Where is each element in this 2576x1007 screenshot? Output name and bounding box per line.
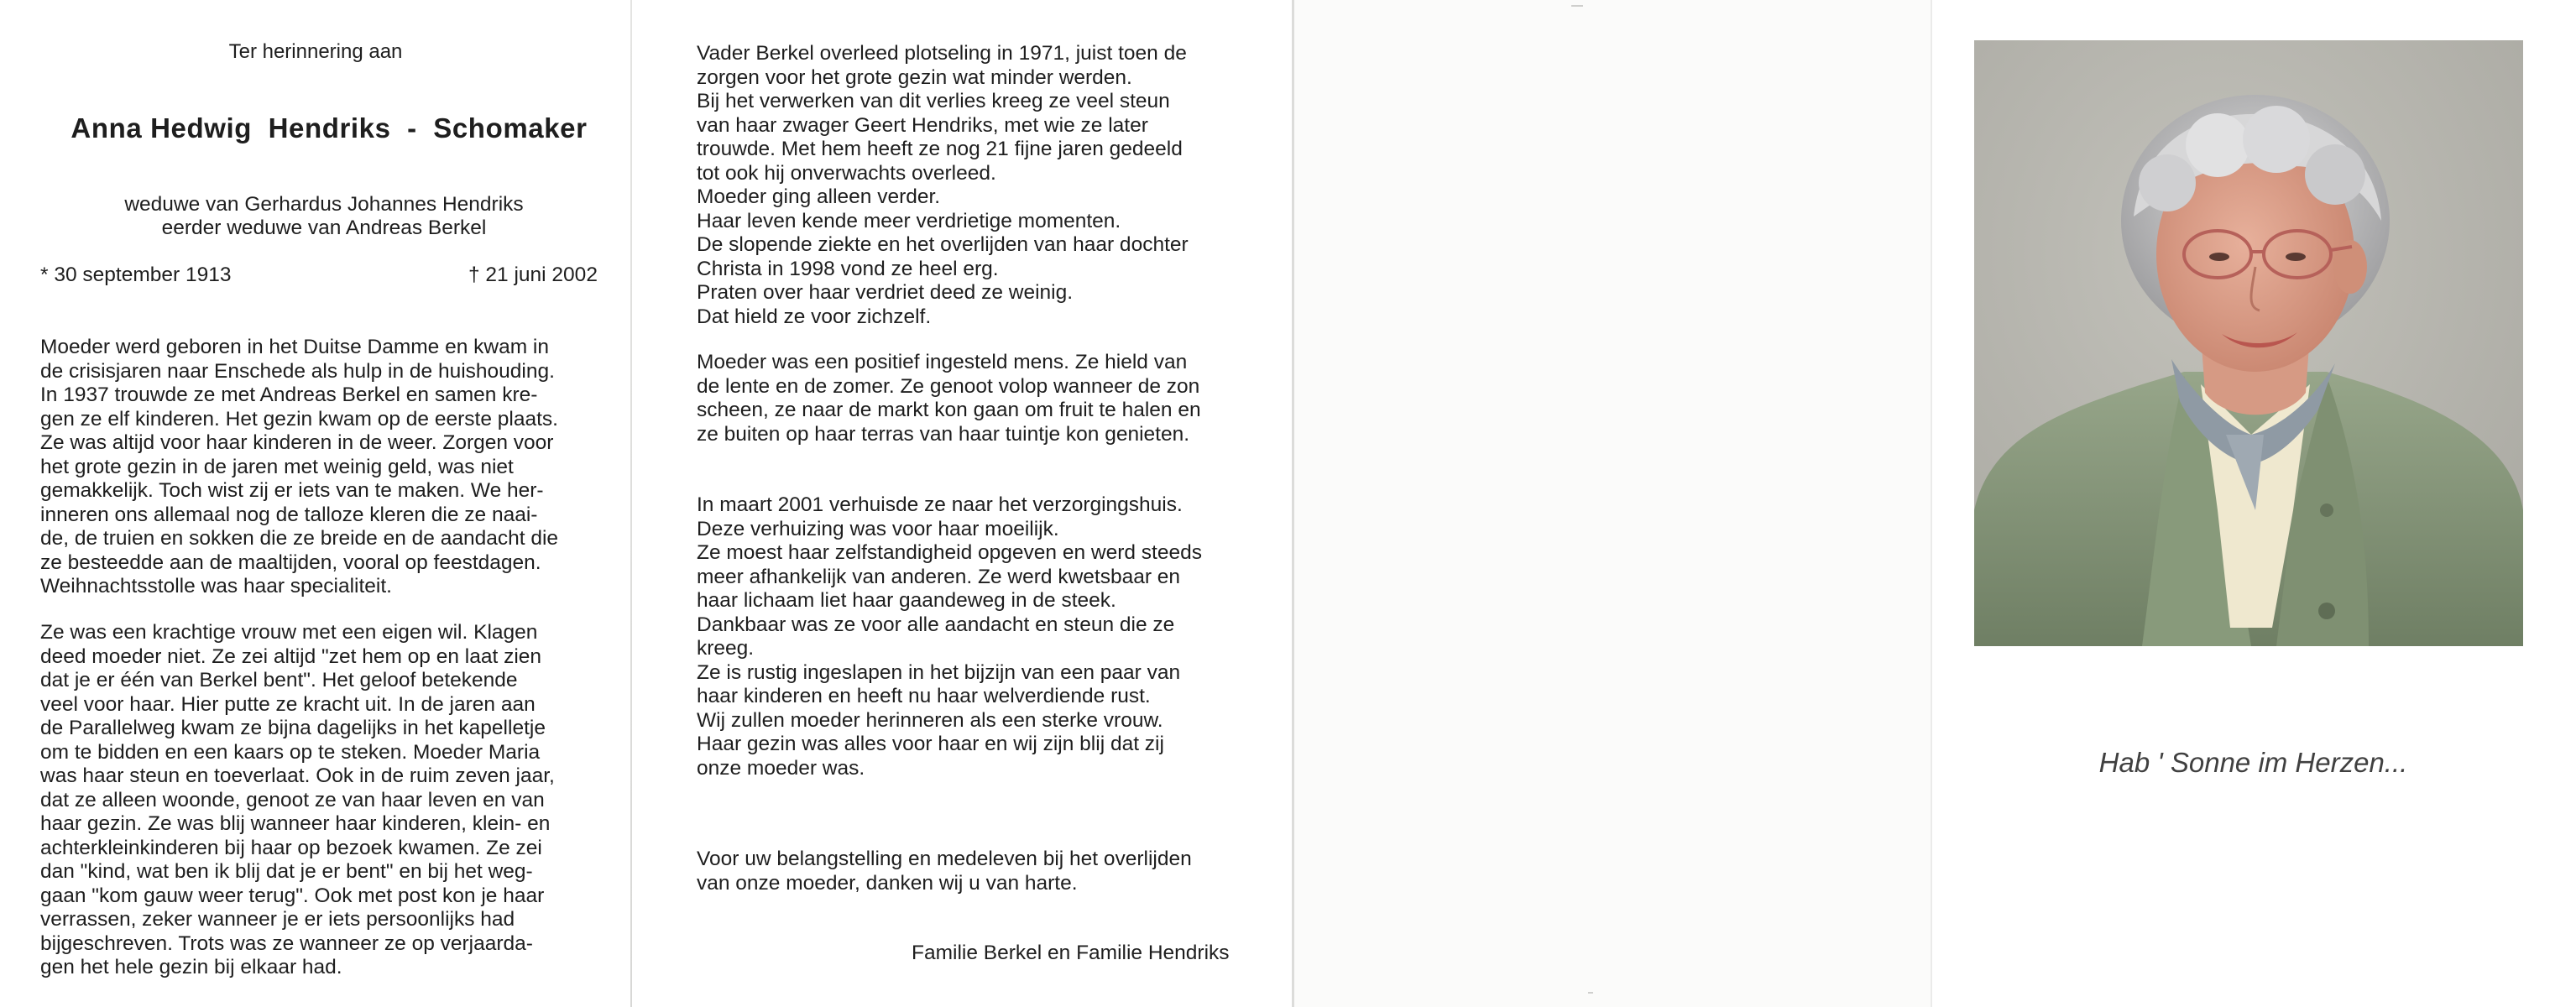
text-line: ze besteedde aan de maaltijden, vooral op feestdagen. [40, 550, 541, 574]
text-line: Moeder ging alleen verder. [697, 185, 941, 208]
text-line: dat ze alleen woonde, genoot ze van haar leven en van [40, 788, 545, 811]
text-line: Ze moest haar zelfstandigheid opgeven en werd steeds [697, 541, 1202, 564]
text-line: dat je er één van Berkel bent". Het geloof betekende [40, 669, 518, 691]
widow-line: eerder weduwe van Andreas Berkel [161, 217, 487, 239]
text-line: scheen, ze naar de markt kon gaan om fruit te halen en [697, 399, 1201, 421]
text-line: dan "kind, wat ben ik blij dat je er bent" en bij het weg- [40, 860, 533, 883]
scan-mark [1588, 992, 1593, 994]
biography-paragraph [40, 336, 604, 599]
family-signature: Familie Berkel en Familie Hendriks [912, 942, 1230, 964]
text-line: haar lichaam liet haar gaandeweg in de steek. [697, 589, 1116, 612]
biography-paragraph [40, 621, 604, 980]
text-line: gen ze elf kinderen. Het gezin kwam op de eerste plaats. [40, 407, 558, 430]
text-line: van onze moeder, danken wij u van harte. [697, 871, 1078, 895]
text-line: haar gezin. Ze was blij wanneer haar kinderen, klein- en [40, 812, 551, 835]
portrait-photo [1974, 40, 2523, 646]
text-line: ze buiten op haar terras van haar tuintje kon genieten. [697, 422, 1190, 446]
text-line: Bij het verwerken van dit verlies kreeg ze veel steun [697, 90, 1170, 112]
in-memory-heading: Ter herinnering aan [228, 40, 403, 63]
text-line: de crisisjaren naar Enschede als hulp in de huishouding. [40, 359, 555, 383]
fold-line [1292, 0, 1294, 1007]
biography-paragraph [697, 493, 1254, 780]
text-line: achterkleinkinderen bij haar op bezoek kwamen. Ze zei [40, 836, 542, 859]
text-line: gaan "kom gauw weer terug". Ook met post kon je haar [40, 884, 545, 907]
text-line: trouwde. Met hem heeft ze nog 21 fijne jaren gedeeld [697, 138, 1183, 160]
text-line: de, de truien en sokken die ze breide en de aandacht die [40, 527, 559, 550]
text-line: haar kinderen en heeft nu haar welverdiende rust. [697, 685, 1151, 707]
text-line: kreeg. [697, 637, 755, 660]
thanks-paragraph [697, 848, 1254, 895]
text-line: was haar steun en toeverlaat. Ook in de ruim zeven jaar, [40, 764, 555, 787]
text-line: Dankbaar was ze voor alle aandacht en steun die ze [697, 613, 1175, 636]
text-line: Dat hield ze voor zichzelf. [697, 305, 932, 328]
text-line: verrassen, zeker wanneer je er iets persoonlijks had [40, 908, 515, 931]
text-line: gemakkelijk. Toch wist zij er iets van te maken. We her- [40, 479, 544, 502]
text-line: gen het hele gezin bij elkaar had. [40, 956, 342, 978]
text-line: om te bidden en een kaars op te steken. Moeder Maria [40, 740, 541, 764]
text-line: inneren ons allemaal nog de talloze kleren die ze naai- [40, 503, 538, 526]
text-line: van haar zwager Geert Hendriks, met wie ze later [697, 113, 1148, 137]
text-line: Wij zullen moeder herinneren als een sterke vrouw. [697, 708, 1163, 732]
text-line: veel voor haar. Hier putte ze kracht uit. In de jaren aan [40, 692, 536, 716]
text-line: Ze was een krachtige vrouw met een eigen wil. Klagen [40, 621, 538, 644]
deceased-name: Anna Hedwig Hendriks - Schomaker [71, 112, 588, 143]
death-date: † 21 juni 2002 [468, 263, 598, 286]
text-line: Weihnachtsstolle was haar specialiteit. [40, 575, 392, 597]
text-line: Deze verhuizing was voor haar moeilijk. [697, 517, 1059, 540]
text-line: Voor uw belangstelling en medeleven bij het overlijden [697, 848, 1192, 870]
widow-line: weduwe van Gerhardus Johannes Hendriks [124, 193, 524, 216]
text-line: Moeder was een positief ingesteld mens. Ze hield van [697, 351, 1188, 373]
text-line: In maart 2001 verhuisde ze naar het verzorgingshuis. [697, 493, 1183, 516]
text-line: Praten over haar verdriet deed ze weinig. [697, 281, 1074, 304]
text-line: onze moeder was. [697, 756, 865, 780]
text-line: deed moeder niet. Ze zei altijd "zet hem op en laat zien [40, 644, 542, 668]
biography-paragraph [697, 351, 1254, 446]
blank-back-panel [1293, 0, 1931, 1007]
text-line: bijgeschreven. Trots was ze wanneer ze op verjaarda- [40, 931, 533, 955]
text-line: het grote gezin in de jaren met weinig geld, was niet [40, 455, 514, 478]
text-line: Christa in 1998 vond ze heel erg. [697, 257, 999, 280]
text-line: Haar leven kende meer verdrietige momenten. [697, 209, 1121, 232]
text-line: Ze is rustig ingeslapen in het bijzijn van een paar van [697, 660, 1181, 684]
text-line: Moeder werd geboren in het Duitse Damme en kwam in [40, 336, 549, 358]
text-line: Ze was altijd voor haar kinderen in de weer. Zorgen voor [40, 431, 554, 454]
biography-paragraph [697, 42, 1254, 329]
text-line: de Parallelweg kwam ze bijna dagelijks in het kapelletje [40, 717, 546, 739]
text-line: De slopende ziekte en het overlijden van haar dochter [697, 233, 1189, 256]
scan-mark [1571, 5, 1583, 7]
text-line: Haar gezin was alles voor haar en wij zijn blij dat zij [697, 733, 1164, 755]
text-line: meer afhankelijk van anderen. Ze werd kwetsbaar en [697, 565, 1181, 588]
birth-date: * 30 september 1913 [40, 263, 232, 286]
text-line: In 1937 trouwde ze met Andreas Berkel en samen kre- [40, 383, 538, 406]
text-line: tot ook hij onverwachts overleed. [697, 161, 996, 185]
motto: Hab ' Sonne im Herzen... [2098, 747, 2408, 778]
fold-line [630, 0, 632, 1007]
text-line: zorgen voor het grote gezin wat minder werden. [697, 65, 1132, 89]
text-line: Vader Berkel overleed plotseling in 1971, juist toen de [697, 42, 1187, 65]
text-line: de lente en de zomer. Ze genoot volop wanneer de zon [697, 374, 1200, 398]
fold-line [1931, 0, 1932, 1007]
